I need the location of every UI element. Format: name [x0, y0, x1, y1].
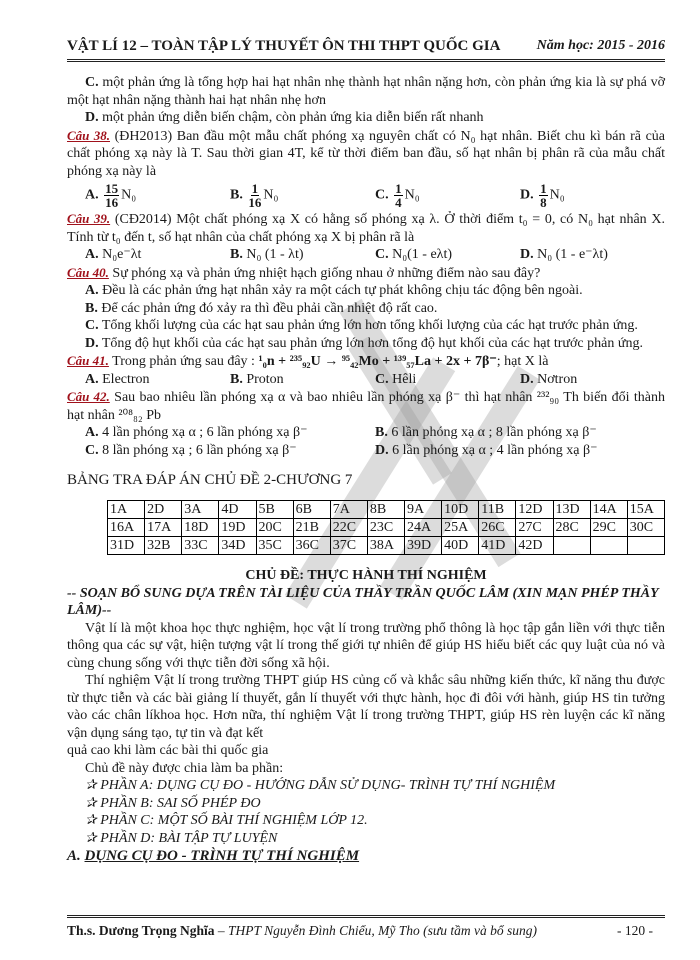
answer-cell: 22C: [330, 519, 367, 537]
answer-cell: 9A: [405, 501, 442, 519]
header-year: Năm học: 2015 - 2016: [536, 38, 665, 53]
answer-cell: 16A: [108, 519, 145, 537]
answer-cell: 21B: [293, 519, 330, 537]
question-40: [67, 264, 665, 353]
answer-row: [108, 537, 665, 555]
answer-cell: 29C: [590, 519, 627, 537]
part-item: [85, 777, 665, 795]
option-d: [375, 442, 665, 460]
answer-cell: 36C: [293, 537, 330, 555]
option-c: [375, 182, 520, 209]
footer-separator: –: [214, 923, 228, 938]
text: N₀: [549, 187, 565, 203]
text: D.: [520, 247, 534, 262]
question-label: Câu 42.: [67, 389, 110, 404]
option-d: [67, 109, 665, 127]
answer-cell: 11B: [479, 501, 516, 519]
section-title: CHỦ ĐỀ: THỰC HÀNH THÍ NGHIỆM: [245, 568, 487, 583]
question-text: Trong phản ứng sau đây :: [112, 354, 255, 369]
fraction: [539, 182, 548, 209]
answer-cell: 37C: [330, 537, 367, 555]
text: N₀: [263, 187, 279, 203]
option-a: [85, 246, 230, 264]
question-text: Sự phóng xạ và phản ứng nhiệt hạch giống nhau ở những điểm nào sau đây?: [112, 265, 541, 281]
answer-cell: 17A: [145, 519, 182, 537]
option-a: [85, 182, 230, 209]
part-item: [85, 830, 665, 848]
answer-cell: 39D: [405, 537, 442, 555]
text: PHẦN B: SAI SỐ PHÉP ĐO: [100, 795, 261, 811]
answer-cell: [553, 537, 590, 555]
footer-school: THPT Nguyễn Đình Chiểu, Mỹ Tho (sưu tầm và bổ sung): [228, 923, 537, 938]
text: Đều là các phản ứng hạt nhân xảy ra một cách tự phát không chịu tác động bên ngoài.: [102, 283, 583, 298]
text: N₀(1 - eλt): [392, 247, 452, 262]
text: B.: [230, 247, 243, 262]
option-c: [375, 371, 520, 389]
answer-table: [107, 500, 665, 555]
option-b: [67, 300, 665, 318]
text: N₀ (1 - e⁻λt): [537, 247, 608, 262]
text: B.: [85, 300, 98, 316]
question-label: Câu 39.: [67, 211, 111, 226]
text: A.: [85, 371, 99, 387]
text: C.: [375, 187, 389, 203]
text: Electron: [102, 371, 150, 387]
answer-cell: 31D: [108, 537, 145, 555]
option-c: [375, 246, 520, 264]
part-item: [85, 812, 665, 830]
option-text: một phản ứng diễn biến chậm, còn phản ứng kia diễn biến rất nhanh: [102, 110, 484, 125]
text: D.: [520, 187, 534, 203]
answer-cell: 10D: [442, 501, 479, 519]
text: 1: [540, 180, 547, 196]
question-41: [67, 352, 665, 388]
text: Tổng độ hụt khối của các hạt sau phản ứng lớn hơn tổng độ hụt khối của các hạt trước phản ứng.: [101, 335, 643, 351]
answer-cell: 24A: [405, 519, 442, 537]
page-header: [67, 36, 665, 56]
text: N₀: [121, 187, 137, 203]
answer-cell: 23C: [367, 519, 404, 537]
text: 8 lần phóng xạ ; 6 lần phóng xạ β⁻: [102, 442, 297, 458]
text: C.: [85, 318, 99, 333]
answer-cell: 5B: [256, 501, 293, 519]
text: 16: [248, 194, 262, 210]
option-b: [230, 371, 375, 389]
part-item: [85, 795, 665, 813]
text: Hêli: [392, 371, 417, 387]
answer-cell: 30C: [627, 519, 664, 537]
option-c: [85, 442, 375, 460]
answer-cell: 15A: [627, 501, 664, 519]
text: B.: [375, 425, 388, 440]
answer-cell: 42D: [516, 537, 553, 555]
answer-cell: 12D: [516, 501, 553, 519]
question-label: Câu 40.: [67, 264, 109, 280]
option-text: một phản ứng là tổng hợp hai hạt nhân nhẹ thành hạt nhân nặng hơn, còn phản ứng kia là sự phá vỡ một hạt nhân nặng thành hai hạt nhân nhẹ hơn: [67, 75, 666, 108]
heading-a: [67, 847, 665, 866]
option-label: D.: [85, 110, 99, 125]
page-footer: [67, 922, 665, 940]
answer-table-title: BẢNG TRA ĐÁP ÁN CHỦ ĐỀ 2-CHƯƠNG 7: [67, 472, 353, 488]
star-outline-icon: ✰: [85, 778, 97, 793]
text: PHẦN C: MỘT SỐ BÀI THÍ NGHIỆM LỚP 12.: [100, 813, 368, 828]
page-number: - 120 -: [617, 923, 653, 938]
star-outline-icon: ✰: [85, 795, 97, 811]
answer-cell: 6B: [293, 501, 330, 519]
option-a: [67, 282, 665, 300]
text: Tổng khối lượng của các hạt sau phản ứng lớn hơn tổng khối lượng của các hạt trước phản ứng.: [101, 318, 638, 333]
question-42: [67, 388, 665, 459]
option-d: [520, 371, 665, 389]
text: D.: [520, 371, 534, 387]
option-b: [230, 182, 375, 209]
nuclear-equation: ¹₀n + ²³⁵₉₂U → ⁹⁵₄₂Mo + ¹³⁹₅₇La + 2x + 7β⁻: [258, 354, 497, 369]
header-rule: [67, 59, 665, 62]
text: C.: [85, 442, 99, 458]
answer-cell: 20C: [256, 519, 293, 537]
text: 6 lần phóng xạ α ; 4 lần phóng xạ β⁻: [392, 442, 598, 458]
parts-list: [67, 777, 665, 847]
answer-cell: 2D: [145, 501, 182, 519]
option-a: [85, 424, 375, 442]
text: PHẦN D: BÀI TẬP TỰ LUYỆN: [100, 830, 278, 846]
question-37-tail: [67, 74, 665, 127]
answer-cell: 13D: [553, 501, 590, 519]
footer-area: [67, 903, 665, 960]
text: B.: [230, 187, 243, 203]
text: C.: [375, 247, 389, 262]
text: A.: [85, 283, 99, 298]
answer-cell: 27C: [516, 519, 553, 537]
text: N₀: [404, 187, 420, 203]
star-outline-icon: ✰: [85, 830, 97, 846]
text: N₀ (1 - λt): [246, 247, 304, 262]
answer-cell: [627, 537, 664, 555]
footer-rule: [67, 915, 665, 918]
answer-cell: 3A: [182, 501, 219, 519]
option-label: C.: [85, 75, 99, 90]
fraction: [394, 182, 403, 209]
text: 4 lần phóng xạ α ; 6 lần phóng xạ β⁻: [102, 425, 308, 440]
text: D.: [375, 442, 389, 458]
text: B.: [230, 371, 243, 387]
paragraph-2-end: quả cao khi làm các bài thi quốc gia: [67, 743, 269, 758]
heading-a-prefix: A.: [67, 848, 81, 864]
option-c: [67, 74, 665, 109]
text: D.: [85, 335, 99, 351]
answer-row: [108, 501, 665, 519]
fraction: [248, 182, 261, 209]
text: A.: [85, 425, 99, 440]
question-text: Sau bao nhiêu lần phóng xạ α và bao nhiêu lần phóng xạ β⁻ thì hạt nhân ²³²₉₀ Th biến đổi thành hạt nhân ²⁰⁸₈₂ Pb: [67, 390, 666, 423]
answer-cell: 41D: [479, 537, 516, 555]
text: Để các phản ứng đó xảy ra thì đều phải cần nhiệt độ rất cao.: [101, 300, 438, 316]
header-title: VẬT LÍ 12 – TOÀN TẬP LÝ THUYẾT ÔN THI THPT QUỐC GIA: [67, 38, 501, 54]
question-39: [67, 210, 665, 264]
answer-cell: 14A: [590, 501, 627, 519]
option-a: [85, 371, 230, 389]
answer-cell: 1A: [108, 501, 145, 519]
text: A.: [85, 187, 99, 203]
text: Proton: [246, 371, 284, 387]
option-b: [375, 424, 665, 442]
paragraph-2: Thí nghiệm Vật lí trong trường THPT giúp HS củng cố và khắc sâu những kiến thức, kĩ năng thu được từ thực tiễn và các bài giảng lí thuyết, gắn lí thuyết với thực hành, học đi đôi với hành, giúp HS tin tưởng vào các chân líkhoa học. Hơn nữa, thí nghiệm Vật lí trong trường THPT, giúp HS rèn luyện các kĩ năng vận dụng sáng tạo, tự tin và đạt kết: [67, 673, 665, 741]
answer-row: [108, 519, 665, 537]
page: [67, 0, 665, 960]
text: 1: [251, 180, 259, 196]
answer-cell: 34D: [219, 537, 256, 555]
footer-author: Th.s. Dương Trọng Nghĩa: [67, 923, 215, 938]
answer-cell: 38A: [367, 537, 404, 555]
star-outline-icon: ✰: [85, 813, 97, 828]
text: A.: [85, 247, 99, 262]
fraction: [104, 182, 119, 209]
text: N₀e⁻λt: [102, 247, 142, 262]
answer-cell: 4D: [219, 501, 256, 519]
question-label: Câu 41.: [67, 353, 109, 368]
answer-cell: [590, 537, 627, 555]
text: 4: [395, 194, 402, 210]
question-text: (ĐH2013) Ban đầu một mẫu chất phóng xạ nguyên chất có N₀ hạt nhân. Biết chu kì bán rã của chất phóng xạ này là T. Sau thời gian 4T, kể từ thời điểm ban đầu, số hạt nhân bị phân rã của mẫu chất phóng xạ này là: [67, 128, 666, 179]
option-d: [520, 246, 665, 264]
answer-cell: 19D: [219, 519, 256, 537]
heading-a-text: DỤNG CỤ ĐO - TRÌNH TỰ THÍ NGHIỆM: [84, 848, 360, 864]
text: Nơtron: [537, 371, 578, 387]
answer-cell: 7A: [330, 501, 367, 519]
answer-cell: 26C: [479, 519, 516, 537]
text: 15: [105, 180, 119, 196]
answer-cell: 18D: [182, 519, 219, 537]
answer-cell: 33C: [182, 537, 219, 555]
question-text: (CĐ2014) Một chất phóng xạ X có hằng số phóng xạ λ. Ở thời điểm t₀ = 0, có N₀ hạt nhân X. Tính từ t₀ đến t, số hạt nhân của chất phóng xạ X bị phân rã là: [67, 212, 665, 245]
option-c: [67, 317, 665, 335]
text: PHẦN A: DỤNG CỤ ĐO - HƯỚNG DẪN SỬ DỤNG- TRÌNH TỰ THÍ NGHIỆM: [100, 778, 556, 793]
question-text-tail: ; hạt X là: [496, 354, 549, 369]
text: 16: [105, 194, 119, 210]
text: 8: [540, 194, 547, 210]
question-38: [67, 127, 665, 211]
option-d: [520, 182, 665, 209]
parts-intro: Chủ đề này được chia làm ba phần:: [85, 760, 284, 776]
text: C.: [375, 371, 389, 387]
text: 6 lần phóng xạ α ; 8 lần phóng xạ β⁻: [391, 425, 597, 440]
answer-cell: 35C: [256, 537, 293, 555]
option-b: [230, 246, 375, 264]
answer-cell: 28C: [553, 519, 590, 537]
question-label: Câu 38.: [67, 127, 110, 143]
answer-cell: 8B: [367, 501, 404, 519]
text: 1: [395, 180, 402, 196]
answer-cell: 25A: [442, 519, 479, 537]
answer-cell: 32B: [145, 537, 182, 555]
paragraph-1: Vật lí là một khoa học thực nghiệm, học vật lí trong trường phổ thông là học tập gắn liền với thực tiễn thông qua các sự vật, hiện tượng vật lí trong thế giới tự nhiên để giúp HS hiểu biết các quy luật của nó và cùng chung sống với thực tiễn đời sống xã hội.: [67, 620, 665, 671]
answer-cell: 40D: [442, 537, 479, 555]
section-subtitle: -- SOẠN BỔ SUNG DỰA TRÊN TÀI LIỆU CỦA THẦY TRẦN QUỐC LÂM (XIN MẠN PHÉP THẦY LÂM)--: [67, 585, 659, 618]
option-d: [67, 335, 665, 353]
